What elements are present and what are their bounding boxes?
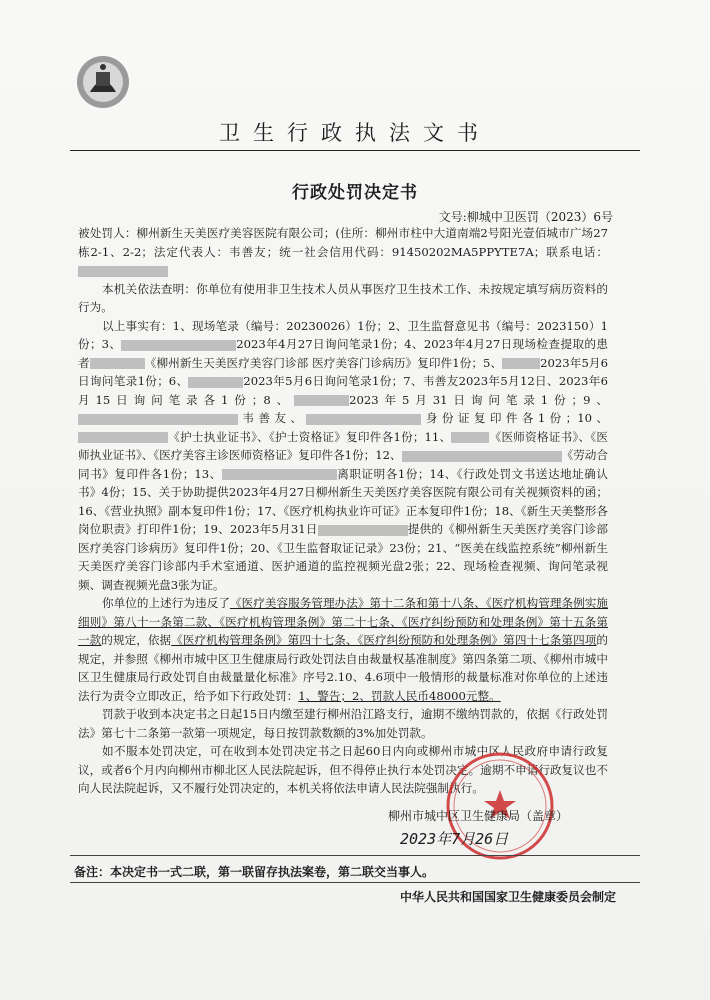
redaction-block bbox=[78, 266, 168, 277]
violation-text: 你单位的上述行为违反了 bbox=[102, 596, 230, 610]
violation-text: 的规定，依据 bbox=[101, 633, 172, 647]
violated-law-text: 《医疗美容服务管理办法》第十二条和第十八条、《医疗机构管理条例实施细则》第八十一条第二款、《医疗机构管理条例》第二十七条、《医疗纠纷预防和处理条例》第十五条第一款 bbox=[78, 596, 608, 647]
footer-divider-top bbox=[70, 855, 640, 856]
evidence-text: 2023年5月6日询问笔录1份；7、韦善友2023年5月12日、2023年6月15日询问笔录各1份；8、 bbox=[78, 374, 608, 407]
document-number: 文号:柳城中卫医罚（2023）6号 bbox=[438, 210, 613, 224]
violation-text: 的规定，并参照《柳州市城中区卫生健康局行政处罚法自由裁量权基准制度》第四条第二项、《柳州市城中区卫生健康局行政处罚自由裁量量化标准》序号2.10、4.6项中一般情形的裁量标准对你单位的上述违法行为责令立即改正，给予如下行政处罚： bbox=[78, 633, 608, 703]
evidence-text: 《柳州新生天美医疗美容门诊部 医疗美容门诊病历》复印件1份；5、 bbox=[144, 355, 503, 370]
redaction-block bbox=[78, 414, 238, 425]
signing-date: 2023年7月26日 bbox=[400, 830, 509, 848]
redaction-block bbox=[306, 414, 421, 425]
redaction-block bbox=[402, 451, 562, 462]
appeal-paragraph: 如不服本处罚决定，可在收到本处罚决定书之日起60日内向或柳州市城中区人民政府申请行政复议，或者6个月内向柳州市柳北区人民法院起诉，但不得停止执行本处罚决定。逾期不申请行政复议也不向人民法院起诉，又不履行处罚决定的，本机关将依法申请人民法院强制执行。 bbox=[78, 744, 608, 795]
evidence-text: 韦善友、 bbox=[238, 411, 307, 425]
redaction-block bbox=[451, 432, 489, 443]
redaction-block bbox=[222, 469, 337, 480]
header-title: 卫生行政执法文书 bbox=[219, 121, 491, 145]
penalty-text: 1、警告；2、罚款人民币48000元整。 bbox=[298, 688, 501, 703]
redaction-block bbox=[121, 340, 236, 351]
redaction-block bbox=[78, 432, 168, 443]
evidence-text: 提供的《柳州新生天美医疗美容门诊部 医疗美容门诊病历》复印件1份；20、《卫生监督取证记录》23份；21、“医美在线监控系统”柳州新生天美医疗美容门诊部内手术室通道、医护通道的监控视频光盘2张；22、现场检查视频、询问笔录视频、调查视频光盘3张为证。 bbox=[78, 522, 608, 592]
redaction-block bbox=[502, 358, 540, 369]
evidence-text: 以上事实有：1、现场笔录（编号：20230026）1份；2、卫生监督意见书（编号：2023150）1份；3、 bbox=[78, 318, 608, 351]
evidence-text: 2023年4月27日询问笔录1份；4、2023年4月27日现场检查提取的患者 bbox=[78, 337, 608, 370]
redaction-block bbox=[294, 395, 349, 406]
facts-intro: 本机关依法查明：你单位有使用非卫生技术人员从事医疗卫生技术工作、未按规定填写病历资料的行为。 bbox=[78, 281, 608, 314]
violation-paragraph bbox=[78, 594, 608, 705]
evidence-text: 2023年5月6日询问笔录1份；6、 bbox=[78, 355, 608, 388]
evidence-text: 身份证复印件各1份；10、 bbox=[421, 411, 608, 425]
evidence-text: 离职证明各1份；14、《行政处罚文书送达地址确认书》4份；15、关于协助提供2023年4月27日柳州新生天美医疗美容医院有限公司有关视频资料的函；16、《营业执照》副本复印件1份；17、《医疗机构执业许可证》正本复印件1份；18、《新生天美整形各岗位职责》打印件1份；19、2023年5月31日 bbox=[78, 466, 608, 536]
header-divider bbox=[70, 150, 640, 151]
redaction-block bbox=[90, 358, 145, 369]
redaction-block bbox=[188, 377, 243, 388]
party-text: 被处罚人：柳州新生天美医疗美容医院有限公司；(住所：柳州市柱中大道南端2号阳光壹佰城市广场27栋2-1、2-2；法定代表人：韦善友；统一社会信用代码：91450202MA5PPYTE7A；联系电话： bbox=[78, 226, 608, 259]
footer-divider-bottom bbox=[70, 882, 640, 883]
evidence-text: 《医师资格证书》、《医师执业证书》、《医疗美容主诊医师资格证》复印件各1份；12、 bbox=[78, 429, 609, 462]
issuer-text: 中华人民共和国国家卫生健康委员会制定 bbox=[399, 890, 616, 904]
signing-authority: 柳州市城中区卫生健康局（盖章） bbox=[388, 809, 569, 823]
payment-paragraph: 罚款于收到本决定书之日起15日内缴至建行柳州沿江路支行，逾期不缴纳罚款的，依据《行政处罚法》第七十二条第一款第一项规定，每日按罚款数额的3%加处罚款。 bbox=[78, 707, 608, 740]
evidence-text: 《劳动合同书》复印件各1份；13、 bbox=[78, 448, 608, 481]
document-body bbox=[78, 224, 608, 798]
evidence-text: 《护士执业证书》、《护士资格证》复印件各1份；11、 bbox=[168, 429, 452, 444]
basis-law-text: 《医疗机构管理条例》第四十七条、《医疗纠纷预防和处理条例》第四十七条第四项 bbox=[171, 633, 597, 647]
redaction-block bbox=[318, 525, 408, 536]
document-title: 行政处罚决定书 bbox=[292, 183, 418, 203]
footer-note: 备注：本决定书一式二联，第一联留存执法案卷，第二联交当事人。 bbox=[74, 865, 435, 879]
evidence-paragraph bbox=[78, 317, 608, 595]
party-paragraph bbox=[78, 224, 608, 280]
health-supervision-emblem-icon bbox=[68, 52, 138, 112]
evidence-text: 2023年5月31日询问笔录1份；9、 bbox=[349, 392, 608, 407]
